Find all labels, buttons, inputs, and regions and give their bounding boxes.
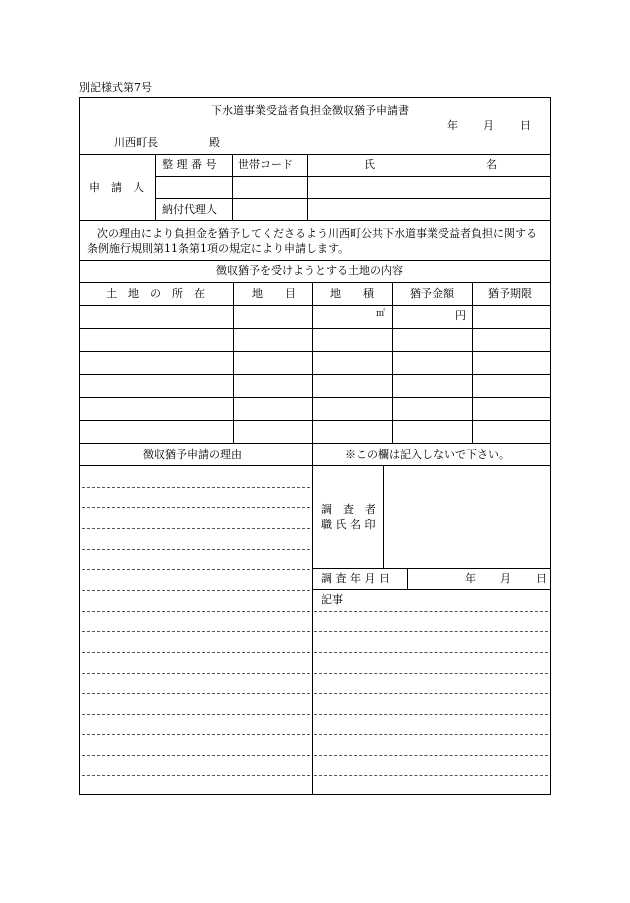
inspector-label-line2: 職 氏 名 印	[321, 518, 376, 531]
land-header-deadline: 猶予期限	[488, 287, 532, 300]
date-year: 年	[447, 119, 458, 132]
household-code-header: 世帯コード	[238, 158, 293, 171]
addressee-honorific: 殿	[209, 136, 220, 149]
statement-text: 次の理由により負担金を猶予してくださるよう川西町公共下水道事業受益者負担に関する条例施行規則第11条第1項の規定により申請します。	[87, 227, 537, 255]
applicant-label: 申 請 人	[89, 181, 144, 194]
addressee-name: 川西町長	[114, 136, 158, 149]
name-header-given: 名	[486, 158, 497, 171]
date-day: 日	[520, 119, 531, 132]
remarks-label: 記事	[321, 593, 343, 606]
form-reference: 別記様式第7号	[79, 81, 152, 94]
land-header-location: 土 地 の 所 在	[106, 287, 205, 300]
land-header-amount: 猶予金額	[410, 287, 454, 300]
survey-day: 日	[536, 572, 547, 585]
application-form	[79, 97, 551, 795]
date-month: 月	[483, 119, 494, 132]
survey-month: 月	[500, 572, 511, 585]
name-header-surname: 氏	[364, 158, 375, 171]
amount-unit: 円	[455, 309, 466, 322]
office-use-note: ※この欄は記入しないで下さい。	[345, 448, 510, 461]
area-unit: ㎡	[376, 309, 386, 319]
land-header-area: 地 積	[330, 287, 374, 300]
ref-number-header: 整 理 番 号	[162, 158, 217, 171]
reason-section-title: 徴収猶予申請の理由	[143, 448, 242, 461]
land-header-category: 地 目	[252, 287, 296, 300]
survey-year: 年	[465, 572, 476, 585]
form-title: 下水道事業受益者負担金徴収猶予申請書	[211, 104, 409, 117]
survey-date-label: 調 査 年 月 日	[321, 572, 390, 585]
inspector-label-line1: 調 査 者	[321, 503, 376, 516]
land-section-title: 徴収猶予を受けようとする土地の内容	[216, 264, 403, 277]
agent-label: 納付代理人	[162, 203, 217, 216]
